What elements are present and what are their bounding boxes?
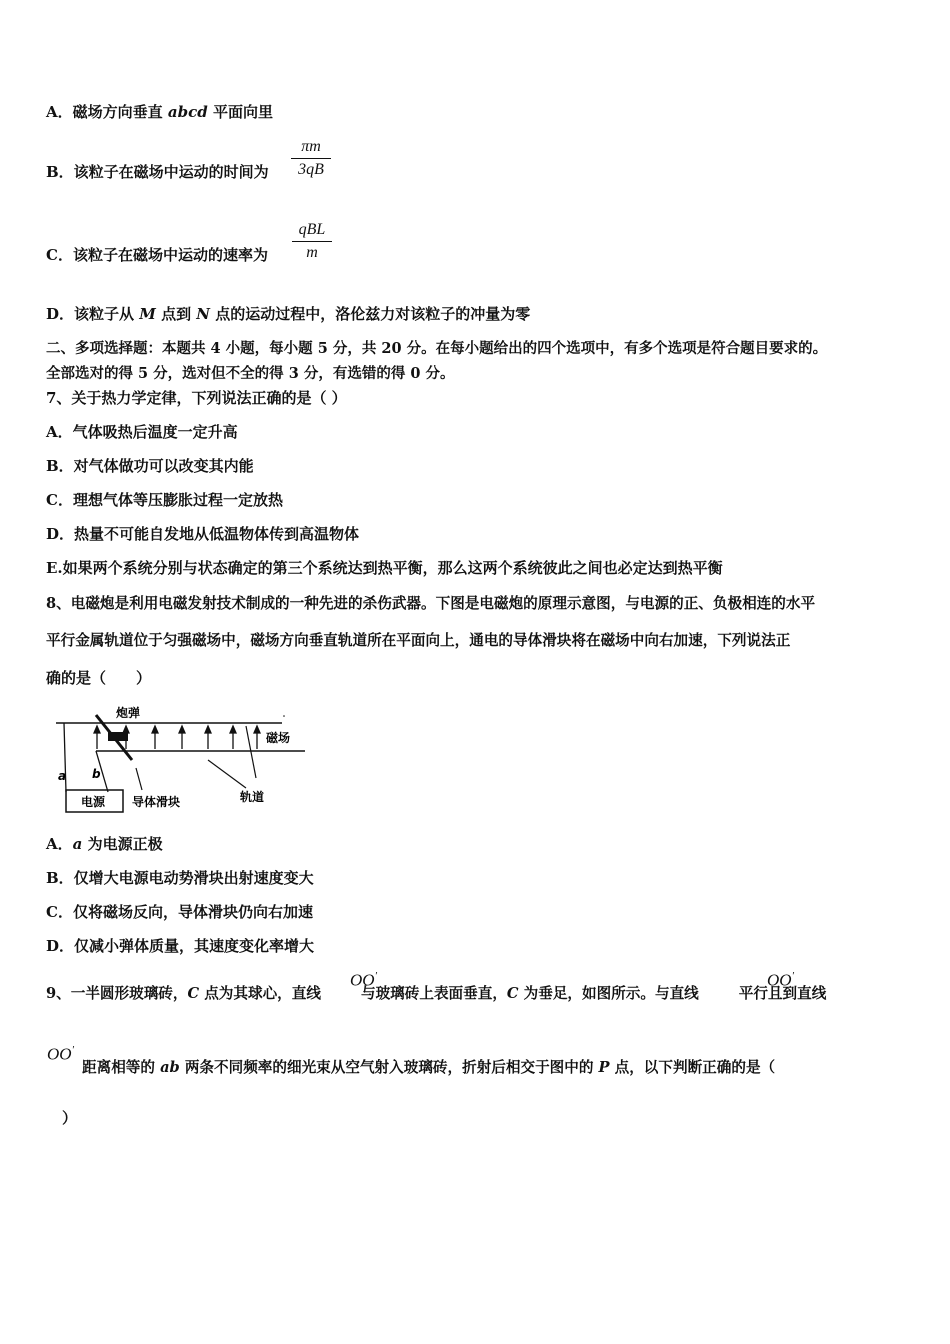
q6-option-a: A．磁场方向垂直 abcd 平面向里 [46,103,273,121]
rail-leader-1 [208,760,246,788]
q6-option-b-fraction: πm 3qB [291,138,331,179]
q6-option-d: D．该粒子从 M 点到 N 点的运动过程中，洛伦兹力对该粒子的冲量为零 [46,305,531,323]
rail-label: 轨道 [240,790,265,804]
q9-stem-line1: 9、一半圆形玻璃砖，C 点为其球心，直线 与玻璃砖上表面垂直，C 为垂足，如图所示。与直线 平行且到直线 [46,985,827,1002]
oo-prime-symbol-2: OO′ [767,970,794,990]
q7-option-c: C．理想气体等压膨胀过程一定放热 [46,491,283,509]
q7-option-a: A．气体吸热后温度一定升高 [46,423,238,441]
q7-option-b: B．对气体做功可以改变其内能 [46,457,254,475]
q7-option-e: E.如果两个系统分别与状态确定的第三个系统达到热平衡，那么这两个系统彼此之间也必定达到热平衡 [46,559,723,577]
q8-stem-line1: 8、电磁炮是利用电磁发射技术制成的一种先进的杀伤武器。下图是电磁炮的原理示意图，与电源的正、负极相连的水平 [46,595,816,612]
oo-prime-symbol-3: OO′ [47,1044,74,1064]
rail-end-dot [283,715,285,717]
q6-option-c-fraction: qBL m [292,221,332,262]
oo-prime-symbol-1: OO′ [350,970,377,990]
q7-stem: 7、关于热力学定律，下列说法正确的是（ ） [46,389,347,407]
field-label: 磁场 [266,731,291,745]
q6-option-c: C．该粒子在磁场中运动的速率为 [46,246,268,264]
q8-option-a: A．a 为电源正极 [46,835,163,853]
q6-option-b: B．该粒子在磁场中运动的时间为 [46,163,269,181]
shell-label: 炮弹 [116,706,141,720]
terminal-a-label: a [58,769,67,783]
railgun-diagram [50,700,310,818]
rail-leader-2 [246,726,256,778]
q9-stem-close: ） [62,1109,78,1127]
slider-label: 导体滑块 [132,795,181,809]
section2-line2: 全部选对的得 5 分，选对但不全的得 3 分，有选错的得 0 分。 [46,365,455,382]
slider-leader [136,768,142,790]
q8-option-c: C．仅将磁场反向，导体滑块仍向右加速 [46,903,313,921]
q8-option-b: B．仅增大电源电动势滑块出射速度变大 [46,869,314,887]
section2-line1: 二、多项选择题：本题共 4 小题，每小题 5 分，共 20 分。在每小题给出的四个选项中，有多个选项是符合题目要求的。 [46,340,828,357]
power-source-label: 电源 [81,795,106,809]
terminal-b-label: b [92,767,101,781]
q8-stem-line3: 确的是（ ） [46,669,152,687]
q8-stem-line2: 平行金属轨道位于匀强磁场中，磁场方向垂直轨道所在平面向上，通电的导体滑块将在磁场中向右加速，下列说法正 [46,632,791,649]
q8-option-d: D．仅减小弹体质量，其速度变化率增大 [46,937,315,955]
q9-stem-line2: 距离相等的 ab 两条不同频率的细光束从空气射入玻璃砖，折射后相交于图中的 P 点，以下判断正确的是（ [82,1059,776,1076]
q7-option-d: D．热量不可能自发地从低温物体传到高温物体 [46,525,360,543]
